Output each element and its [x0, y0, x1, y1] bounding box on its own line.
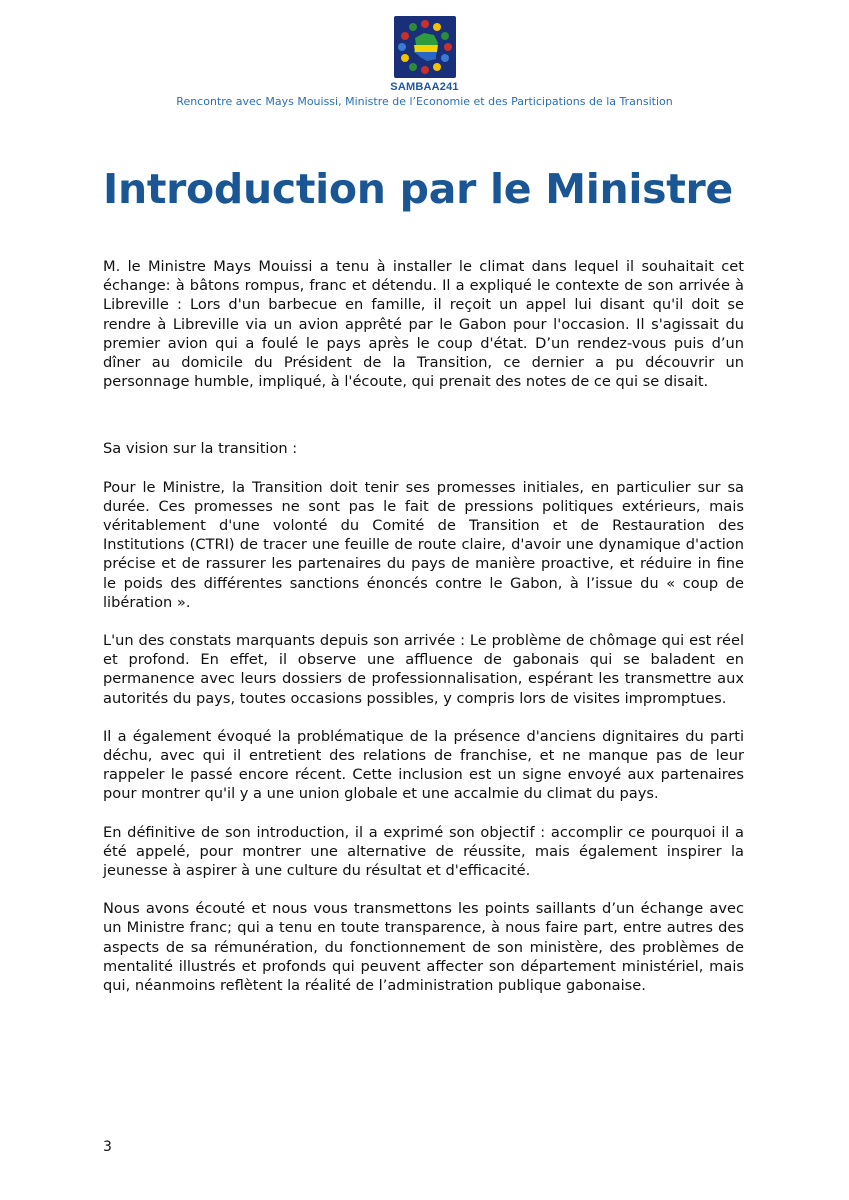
paragraph-objectif: En définitive de son introduction, il a exprimé son objectif : accomplir ce pourquoi il a été appelé, pour montrer une alternative de réussite, mais également inspirer la jeunesse à aspirer à une culture du résultat et d'efficacité.	[103, 823, 744, 880]
paragraph-conclusion: Nous avons écouté et nous vous transmettons les points saillants d’un échange avec un Ministre franc; qui a tenu en toute transparence, à nous faire part, entre autres des aspects de sa rémunération, du fonctionnement de son ministère, des problèmes de mentalité illustrés et profonds qui peuvent affecter son département ministériel, mais qui, néanmoins reflètent la réalité de l’administration publique gabonaise.	[103, 900, 744, 995]
body-text	[103, 257, 744, 995]
section-heading-vision: Sa vision sur la transition :	[103, 440, 298, 458]
paragraph-dignitaires: Il a également évoqué la problématique de la présence d'anciens dignitaires du parti déchu, avec qui il entretient des relations de franchise, et ne manque pas de leur rappeler le passé encore récent. Cette inclusion est un signe envoyé aux partenaires pour montrer qu'il y a une union globale et une accalmie du climat du pays.	[103, 727, 744, 803]
page-number: 3	[103, 1139, 112, 1155]
gabon-map-emblem-icon	[394, 16, 456, 78]
paragraph-intro: M. le Ministre Mays Mouissi a tenu à installer le climat dans lequel il souhaitait cet échange: à bâtons rompus, franc et détendu. Il a expliqué le contexte de son arrivée à Libreville : Lors d'un barbecue en famille, il reçoit un appel lui disant qu'il doit se rendre à Libreville via un avion apprêté par le Gabon pour l'occasion. Il s'agissait du premier avion qui a foulé le pays après le coup d'état. D’un rendez-vous puis d’un dîner au domicile du Président de la Transition, ce dernier a pu découvrir un personnage humble, impliqué, à l'écoute, qui prenait des notes de ce qui se disait.	[103, 258, 744, 391]
paragraph-chomage: L'un des constats marquants depuis son arrivée : Le problème de chômage qui est réel et profond. En effet, il observe une affluence de gabonais qui se baladent en permanence avec leurs dossiers de professionnalisation, espérant les transmettre aux autorités du pays, toutes occasions possibles, y compris lors de visites impromptues.	[103, 632, 744, 707]
page-title: Introduction par le Ministre	[103, 165, 733, 213]
paragraph-transition: Pour le Ministre, la Transition doit tenir ses promesses initiales, en particulier sur sa durée. Ces promesses ne sont pas le fait de pressions politiques extérieurs, mais véritablement d'une volonté du Comité de Transition et de Restauration des Institutions (CTRI) de tracer une feuille de route claire, d'avoir une dynamique d'action précise et de rassurer les partenaires du pays de manière proactive, et réduire in fine le poids des différentes sanctions énoncés contre le Gabon, à l’issue du « coup de libération ».	[103, 478, 744, 611]
page-header	[0, 16, 849, 108]
header-subtitle: Rencontre avec Mays Mouissi, Ministre de l’Economie et des Participations de la Transition	[176, 95, 673, 108]
brand-name: SAMBAA241	[390, 81, 459, 93]
